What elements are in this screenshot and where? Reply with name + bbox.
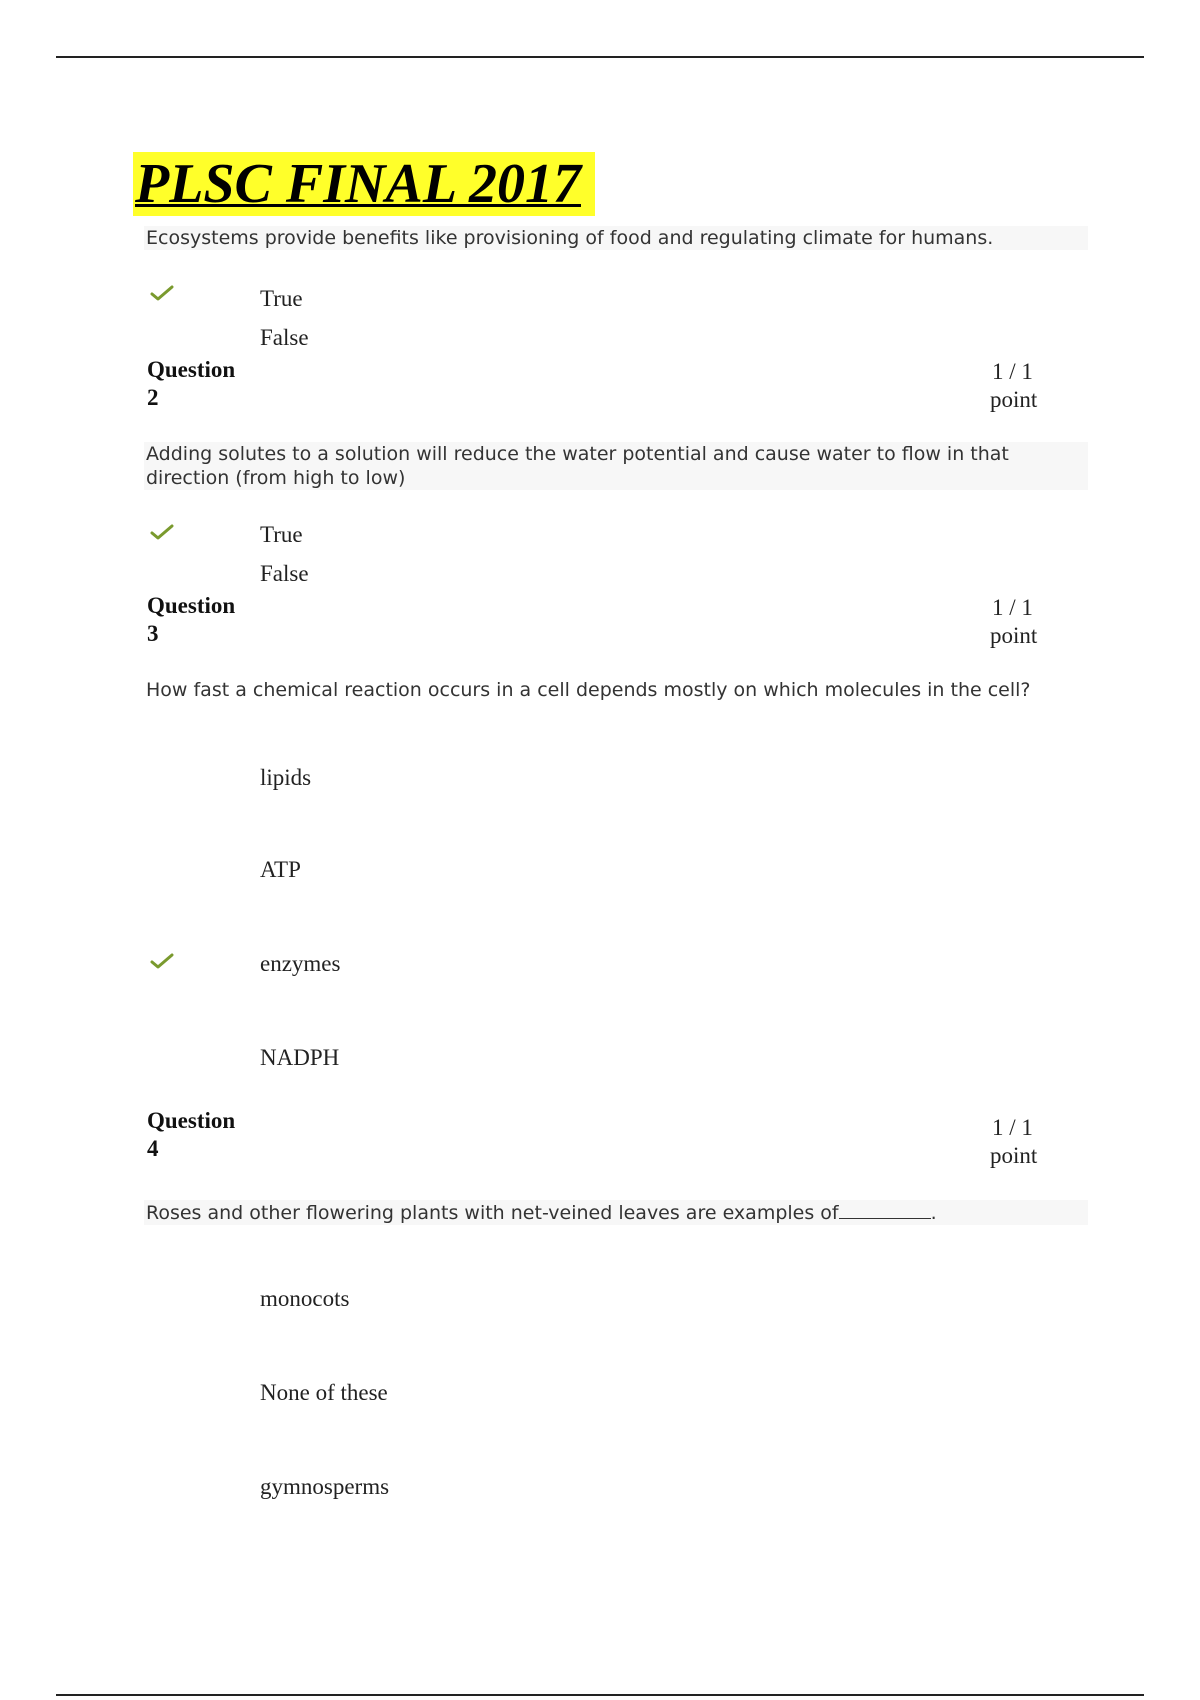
- question-2-text: Adding solutes to a solution will reduce the water potential and cause water to flow in that direction (from high to low): [144, 442, 1088, 490]
- question-4-answer-none-of-these[interactable]: None of these: [260, 1380, 388, 1405]
- question-3-answer-enzymes[interactable]: enzymes: [260, 951, 341, 976]
- question-4-answer-monocots[interactable]: monocots: [260, 1286, 350, 1311]
- question-3-points: [990, 594, 1037, 650]
- question-3-text: How fast a chemical reaction occurs in a cell depends mostly on which molecules in the cell?: [146, 679, 1031, 701]
- points-score: 1 / 1: [992, 1115, 1033, 1140]
- question-4-text-before: Roses and other flowering plants with net-veined leaves are examples of: [146, 1202, 839, 1224]
- question-label-word: Question: [147, 593, 236, 618]
- page-top-rule: [56, 56, 1144, 58]
- question-4-answer-gymnosperms[interactable]: gymnosperms: [260, 1474, 390, 1499]
- check-icon: [150, 953, 174, 969]
- question-label-word: Question: [147, 1108, 236, 1133]
- question-label-word: Question: [147, 357, 236, 382]
- question-2-answer-false[interactable]: False: [260, 561, 309, 586]
- question-3-answer-nadph[interactable]: NADPH: [260, 1045, 340, 1070]
- points-score: 1 / 1: [992, 595, 1033, 620]
- question-4-text-after: .: [930, 1202, 937, 1224]
- question-4-label: [147, 1107, 235, 1163]
- question-3-label: [147, 592, 235, 648]
- page-bottom-rule: [56, 1694, 1144, 1696]
- question-2-points: [990, 358, 1037, 414]
- question-2-answer-true[interactable]: True: [260, 522, 303, 547]
- question-number: 3: [147, 621, 159, 646]
- question-4-points: [990, 1114, 1037, 1170]
- question-4-text: [144, 1200, 1088, 1225]
- question-1-text: Ecosystems provide benefits like provisioning of food and regulating climate for humans.: [144, 226, 1088, 250]
- points-unit: point: [990, 387, 1038, 412]
- question-number: 4: [147, 1136, 159, 1161]
- question-3-answer-lipids[interactable]: lipids: [260, 765, 312, 790]
- question-1-answer-true[interactable]: True: [260, 286, 303, 311]
- points-score: 1 / 1: [992, 359, 1033, 384]
- question-2-label: [147, 356, 235, 412]
- fill-in-blank: [839, 1200, 931, 1219]
- question-1-answer-false[interactable]: False: [260, 325, 309, 350]
- question-3-answer-atp[interactable]: ATP: [260, 857, 301, 882]
- question-number: 2: [147, 385, 159, 410]
- points-unit: point: [990, 623, 1038, 648]
- document-title: PLSC FINAL 2017: [133, 152, 595, 216]
- points-unit: point: [990, 1143, 1038, 1168]
- check-icon: [150, 285, 174, 301]
- check-icon: [150, 524, 174, 540]
